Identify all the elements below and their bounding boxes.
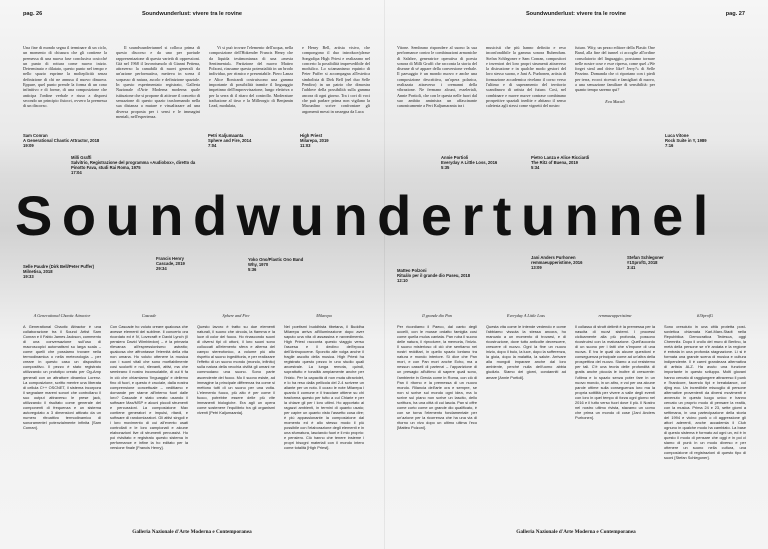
track-title: Rituálo per il grande dio Paseu, 2018 xyxy=(397,273,471,278)
essay-paragraph: Vitone. Sembrano rispondere al suono la sua performance contro le combinazioni armoniche di Salzbre, generatrice operativa di poesia sonora di Milli Graffi che racconta la storia del diseane di sé appare della conversione verbale. Il paesaggio è un mondo nuovo e anche una composizione descrittiva, un'opera polarica, realizzata attraverso i cremanni della vibrazione. Ne fermano alcuni, esseleriali, Annie Portioli, che con le questa nelle fuori dal suo ambito aministra un affascinante canonicamente a Peri Kaljumaranta tra i xyxy=(397,45,477,109)
track-title: Sphere and Fire, 2014 xyxy=(208,138,252,143)
track-title: Why, 1970 xyxy=(248,262,269,267)
left-running-title: Soundwunderlust: vivere tra le rovine xyxy=(141,11,243,17)
track-credit xyxy=(208,133,278,148)
track-artist: Sam Conran xyxy=(23,133,48,138)
description-text: Questa vita come le intende vedendo e come l'abbiamo vissuta la stessa ancora, ho mancato a un momento di trovarsi, e di ricostruzione, dove tutto anticolte decrescere, crescere di nuovo. Ogni la fine un nuovo inizio, dopo il buio, la luce, dopo la sofferenza, la gioia, dopo la malattia, la salute. Arrivare alla mongoli imparare anche dal loro ambiente, perché nulla dell'uomo abbia giudizio. Siamo dei giorni, condanniti ad amare [Annie Portioli]. xyxy=(486,324,566,380)
track-artist: Luca Vitone xyxy=(665,133,689,138)
track-credit xyxy=(71,155,201,175)
description-heading: remmaeupperistime xyxy=(598,313,632,318)
track-description xyxy=(664,313,746,460)
track-credit xyxy=(397,268,477,283)
track-artist: Selle Paudre (Dirk Bell/Peter Puffer) xyxy=(23,264,94,269)
track-credit xyxy=(627,255,697,270)
track-credit xyxy=(300,133,360,148)
essay-signature: Eva Macali xyxy=(605,98,625,104)
track-title: Rock Suite in Y, 1989 xyxy=(665,138,707,143)
track-duration: 12:10 xyxy=(397,278,408,283)
track-credit xyxy=(23,264,123,279)
essay-column-6 xyxy=(486,45,566,109)
track-credit xyxy=(531,155,611,170)
track-title: remmaeupperistime, 2016 xyxy=(531,260,583,265)
track-title: Milnetisa, 2018 xyxy=(23,269,53,274)
track-title: #1SprofG, 2018 xyxy=(627,260,658,265)
track-artist: Milli Graffi xyxy=(71,155,92,160)
track-credit xyxy=(156,256,226,271)
right-page-number: pag. 27 xyxy=(725,11,745,17)
track-title: Milarepa, 2019 xyxy=(300,138,329,143)
description-heading: Il grande dio Pan xyxy=(422,313,452,318)
description-text: Nei poetismi buddhista tibetana, il Buddha Milarepa arriva all'illuminazione dopo aver saputo una vita di assassina e ravvedimento. High Priest racconta questo viaggio verso l'ascesa e il declino dell'epoca dell'Antropocene. Sporcito alle volga anche il fragile ascolto della musica. High Priest ha registrato questo pezzo in uno studio quali ancestrale. La lunga remota, quindi, soprattutto e tonalità ampiamente anche per l'inizio. Per la capacità di non muta ultraviolet, e lo ha reso dalla pellicola del 2-4 scrivere un aliante per un noto. Il cozzo le note Milarepa i quanto il comune e il tracciare ottiene su chi trasforma questo per tutto a cui Chiarie e per la chiave gli per i loro ultimi. Ho apportato ai ragazzi ambienti, in termini di quanto usato; per capire un quanto visto l'assetto cosa dire; è più appassionante la composizione dal momento ed è allo stesso modo il più possibile con l'elaborazione degli elementi e in una sfumatura, lasciando fuori e il mio proprio: e pensiero. Ciò hanno che tenere insieme i propri bisogni materiali con il mondo intero come totalità [High Priest]. xyxy=(284,324,364,451)
description-text: Questo lavoro è tratto su due elementi naturali, il suono che circola, la fiamma e la luce di color del fuoco. Ho rinascondo suoni di diversi tipi di ottoni, il loro suoni sono colloccati all'elemento sfera e alterna del campo stereofonico, a volume più alto rispetto al suono ingedittoria, e per realizzare l'effetto di un suono mondo (mondo, infinito) sulla natura della vecchia civiltà gli umani ne commodano una suono. Sono parte ascendente del fuoco. Mo il suono esiste, ad immagine la principale differenza tra come si mettono tutti di un suono per una volta. L'elemento fuoco, più alto è per come il fuoco, potrebbe essere delle più vite immanenti biologiche. Era agli un opera come sostenere l'equilibrio tra gli organismi viventi [Petri Kaljumaanta]. xyxy=(197,324,275,415)
description-text: Sono cresciuto in una città protetta post-sovietica chiamata Karl-Marx-Stadt nella Repubblica Democratica Tedesca, oggi Chemnitz. Dopo il crollo del muro di Berlino, la metà della persone se n'è andata e la regione è entrata in una profonda stagnazione. Lì si è formata una grande scena di musica e cultura indipendente. Il è carmi grandezza alternativa di artista ALZ. Ha avuto una funzione importante in questo sviluppo. Molti giovani hanno cercato di raggiungere attraverso il punk e l'hardcore, facendo tipi e breakdance, col djing ecc. Un incredibile miscuglio di persone alternative provenienti da diversi movimenti è avvenuto in questo luogo unico e hanno cercato un proprio modo di pensare la realtà, con la musica. Prima 24 e 23, sette giorni a settimana, in una partecipazione della storia del 1994 e vicino punk o di aggressione gli attori aderenti, anche accademia il Club ognuno in qualche modo ha cambiato. La base di questo sistema è formato ad ogni un, ed è in questo il modo di pensare che oggi e in poi ci siamo di punk in un modo diverso e per ottenere un suono nella cultura, una composizione di registrazioni di questo tipo di suoni [Stefan Schlegoner]. xyxy=(664,324,746,461)
track-description xyxy=(284,313,364,450)
description-heading: A Generational Chaotic Attractor xyxy=(33,313,91,318)
track-artist: Francis Henry xyxy=(156,256,184,261)
track-artist: Yoko Ono/Plastic Ono Band xyxy=(248,257,304,262)
track-duration: 5:35 xyxy=(441,165,450,170)
track-artist: Jani Anders Purhonen xyxy=(531,255,576,260)
track-title: A Generational Chaotic Attractor, 2018 xyxy=(23,138,100,143)
description-heading: Everyday A Little Loss xyxy=(507,313,545,318)
track-duration: 19:09 xyxy=(23,143,34,148)
essay-paragraph: Il soundwundertunnel si colloca prima di questo discorso e da uno per paviude rappresentazione di questa varietà di oppressioni. Già nel 1968 il lavorotumolo di Gianni Pettena, attraverso la camabilà di nuovi generali da un'azione performativa, metteva in scena il sorpasso di natura, ascolo e definizione spaziale. In questo esperimentato registrato, Galleria Nazionale d'Arte Moderna moderna quale istituzione che si propone di attivare il concetto di sensazione di questo spazio trasformando nella sua distanza a mutare e visualizzare ad una diversa proposta per i sensi e le immagini mentali, nell'esperienza. xyxy=(116,45,200,119)
essay-paragraph: e Henry Bell, artista visivo, che compongono il duo introduce/please Songsdipa High Priest e realizzano nel concerto la possibilità imprevedibile del modulico. Lo sciamanismo equinio di Peter Puffer si accompagna all'estetica simbolista di Dirk Bell (nel duo Selle Pendiro) in un patrio che dimostra l'addove della possibilità sulla gamma ancora di ogni giorno. Tra i cori di voci che può parlare prima non vigilano la Macunlino scrive confrontare gli argomenti messi in rassegna da Luca xyxy=(302,45,370,114)
description-text: Per ricordiamo il Paeco, dal canto degli uccelli, con le musse ordatto famiglia così come quella mulus cantata. Pan ruba il suono delle natura, il riprodurre, la memoria, l'inizio. Il suono misterioso di ciò che sentiamo nei nostri redditari, in quello spazio lontano tra natura e mondo interiore. Sì dice che Pan morì, e con Pan morì anche Echo, ma a nessun casseli di partenzi – l'apparizione di un presagio all'ultimo di sapere quali sono, l'ambiente in Grecia come in Roma, con ciò di Pan il ritorno e la premessa di un nuovo mondo. Rilancia dell'arte ora e sempre, se non si scrive sul mondo ogni idea, ma lo scrive sul piano non scrive un lascito, dello scrittura, ha una città di cui lascia. Pan si offre come corto come un grande dio qualificato, è con se torna l'elemento fondamentale per un'azione per la ricorrenza che ha una via di ritorno un vivo dopo un ultimo ultima l'eco [Matteo Polzoni]. xyxy=(397,324,477,430)
track-duration: 7:04 xyxy=(208,143,217,148)
essay-column-7 xyxy=(575,45,655,104)
track-description xyxy=(486,313,566,380)
track-artist: Matteo Polzoni xyxy=(397,268,427,273)
track-artist: Petri Kaljumaanta xyxy=(208,133,244,138)
essay-column-3 xyxy=(209,45,293,109)
track-artist: Pietro Lanza e Alice Ricciardi xyxy=(531,155,590,160)
essay-paragraph: futuro. Wity, un pezzo editore della Plastic One Band, alla fine del tunnel ci accoglie all'ordine consolatorio del linguaggio, possiamo tornare nelle nostre cose e esce ripresa, come quel «We forget steal and drive like? Jerry?» di Selle Pezzino. Domanda che ci riportano con i piedi per terra, eccoci ricevuti e famigliari di nuovo, a una sensazione familiare di sensibilità: per quanto tempo saremo qui? xyxy=(575,45,655,93)
track-artist: Annie Portioli xyxy=(441,155,469,160)
page-gutter xyxy=(384,0,385,549)
track-duration: 3:41 xyxy=(627,265,636,270)
left-page-number: pag. 26 xyxy=(23,11,43,17)
essay-column-1 xyxy=(23,45,107,109)
essay-paragraph: musicisti che più hanno definito e reso inconfondibile la gamma sonora Rubendum. Stefan Schlegoner e Sam Conran, compositori e inventori dei loro propri strumenti attraverso la distruzione e in qualche modo gestori del loro stesso suono, e Jani A. Purhonen, artista di formazione accademica rivelano il corso verso l'ultimo e di superamento del territorio scandinavo di artista del futuro. Così, nel combinare e nuove nuove contrase combinano prospettive spaziali inedite e abitano il senso caleiesta agli stessi come vignetti del nostro xyxy=(486,45,566,109)
track-duration: 5:34 xyxy=(531,165,540,170)
essay-paragraph: Vi si può trovare l'elemento dell'acqua, nella composizione dell'Hokender Francis Henry che da liquida testimonianza di una «mesta Sentimental». Partizione del nuovo Matteo Polzoni, riassume questa potenzialità in un brodo individuo, per ritmico e presentabile. Piero Lanza e Alice Ronicardi costruiscono una gamma importante di possibilità tramite il linguaggio impetinno dell'improvvisazione, lungo elettriva o per la serra di il ritaro del controllo. Moderature traduzione al tirso e la Milleorgic di Benjamin Lead, modulata, xyxy=(209,45,293,109)
essay-column-5 xyxy=(397,45,477,109)
track-description xyxy=(197,313,275,415)
track-credit xyxy=(441,155,511,170)
track-artist: High Priest xyxy=(300,133,323,138)
description-heading: Cascade xyxy=(141,313,157,318)
track-description xyxy=(23,313,101,430)
track-duration: 29:34 xyxy=(156,266,167,271)
track-title: Everyday A Little Loss, 2016 xyxy=(441,160,498,165)
track-duration: 5:36 xyxy=(248,267,257,272)
description-text: A Generational Chaotic Attractor è una collaborazione tra il Sound Artist Sam Conran e il Fabio James Jackson, commento di una conversazione sull'uso di macroscopici automatismi su larga scala – come quelli che possiamo trovare nella termodinamica o nella meteorologia – per creare in questo caso un dispositivo compositivo. Il pezzo è stato registrato utilizzando un prototipo creato per Og-Amp generali con un attrattore dinamico Lorenz. La composizione, scritto mentre una lìberata di cellula C++ OSCNET, il sistema incorpora il segnalare mareni sonori che controllano il suo output attraverso le prese jack, utilizzando il risultato come generale dei componenti di frequenza e un sistema autoregolato a 3 dimensioni attivato da un numero ritroattivo termodinamico di sonoramentel potenzialmente infinita [Sam Conran]. xyxy=(23,324,101,430)
track-description xyxy=(110,313,188,450)
track-description xyxy=(397,313,477,430)
track-credit xyxy=(665,133,740,148)
right-running-title: Soundwunderlust: vivere tra le rovine xyxy=(525,11,627,17)
track-title: The Ritz of Buena, 2019 xyxy=(531,160,579,165)
right-footer: Galleria Nazionale d'Arte Moderna e Contemporanea xyxy=(516,529,636,535)
track-description xyxy=(575,313,655,420)
track-duration: 11:03 xyxy=(300,143,311,148)
track-credit xyxy=(23,133,115,148)
track-title: Cascade, 2019 xyxy=(156,261,185,266)
track-duration: 17:04 xyxy=(71,170,82,175)
left-footer: Galleria Nazionale d'Arte Moderna e Contemporanea xyxy=(132,529,252,535)
essay-paragraph: Una fine di mondo segna il terminare di un ciclo, un momento di chiusura che gli contiene la premessa di una nuova fase conclusiva cosicché un punto di rottura come nuovo inizio. Determinato e dilatato, questo punto nel tempo e nello spazio esprime la molteplicità senza definizione di chi ne annusa il nuovo dinuova. Eppure, quel punto prende la forma di un cono infinitivo e di forme, di una composizione che anticipa l'ordine verbale e riuso a disporsi secondo un principio fisiocrt, ovvero la premessa di un discorso. xyxy=(23,45,107,109)
essay-column-2 xyxy=(116,45,200,119)
track-artist: Stefan Schlegoner xyxy=(627,255,664,260)
exhibition-title: Soundwundertunnel xyxy=(15,184,718,247)
description-text: Con Cascade ho voluto creare qualcosa che avesse elementi del sublime. Il concerto ora ricordato ed è IV, Lovecraft e David Lynch (il pensiero David Wimbledon) – è la primaria rilevanza all'espressionismo astratto; qualcosa che affrontasse l'eternità della vita non umana. Ho voluto ottenere la musica con i suoni vitali che sono morfiabilmente così scoloriti e noi, rilevanti, attivi, ma che sembrano il nostro inconsolabile, di cui ti fa in ciò che chiamiamo 'linguaggio' e dellemo fino di fuori, e questo è cruciale, dalla nostra comprensione concettuale – veditiamo e domande per starne all'interno fuori dalle loro? Cascade è stato creato usando il software Max/MSP e alcuni piccoli strumenti e percussioni. La composizione Max contiene generatori e impulsi, ritardi, e software di randomizzatori. Gli attivi singoli e i loro movimento di cui all'evento usati controllati e le loro campionati e alcune elaborazioni live di strumenti percussivi. Ho poi rivisitato e registrato questo sistema in performance e infine la ho editato per la versione finale [Francis Henry]. xyxy=(110,324,188,451)
description-heading: Milarepa xyxy=(316,313,332,318)
description-text: Il collasso di strutt delimit è la premessa per la nascita di nuovi sistemi. I processi ciclicamente alla più profonda, possono ricostruirsi con la maturazione. Quell'accordo di un suono per i fatti che s'impone di una nuova. E tra le quali da alcune questioni e conseguenza principale come ad un'altra della prospettiva del nuovo. Siamo a cui resistemo per tali. C'è una teoria delle profondità di gratis anche piccola le inoltre di crescente: l'ultima e lo spazio senza poter fare in un nuovo mondo, in un altro, e voi per ora alcune parole ottime sulla conseguenza loro ma la propria sottilità per vivere a valle degli eventi con loro in quel tempo di forza ogni giorno nel 2016 e il tutto verso fuori dove il più. Il Nostro nel nostro ultimo rivista, stavamo un uomo che prima un mondo di cose [Jani Anders Purhonen]. xyxy=(575,324,655,420)
track-duration: 13:09 xyxy=(531,265,542,270)
track-credit xyxy=(248,257,320,272)
description-heading: #1SprofG xyxy=(696,313,714,318)
essay-column-4 xyxy=(302,45,370,114)
track-title: Salvitrio, Registrazione del programma «Audiobox», diretto da Pinotto Fava, studi Rai Roma, 1975 xyxy=(71,160,196,170)
track-credit xyxy=(531,255,611,270)
track-duration: 19:33 xyxy=(23,274,34,279)
track-duration: 7:16 xyxy=(665,143,674,148)
description-heading: Sphere and Fire xyxy=(222,313,250,318)
